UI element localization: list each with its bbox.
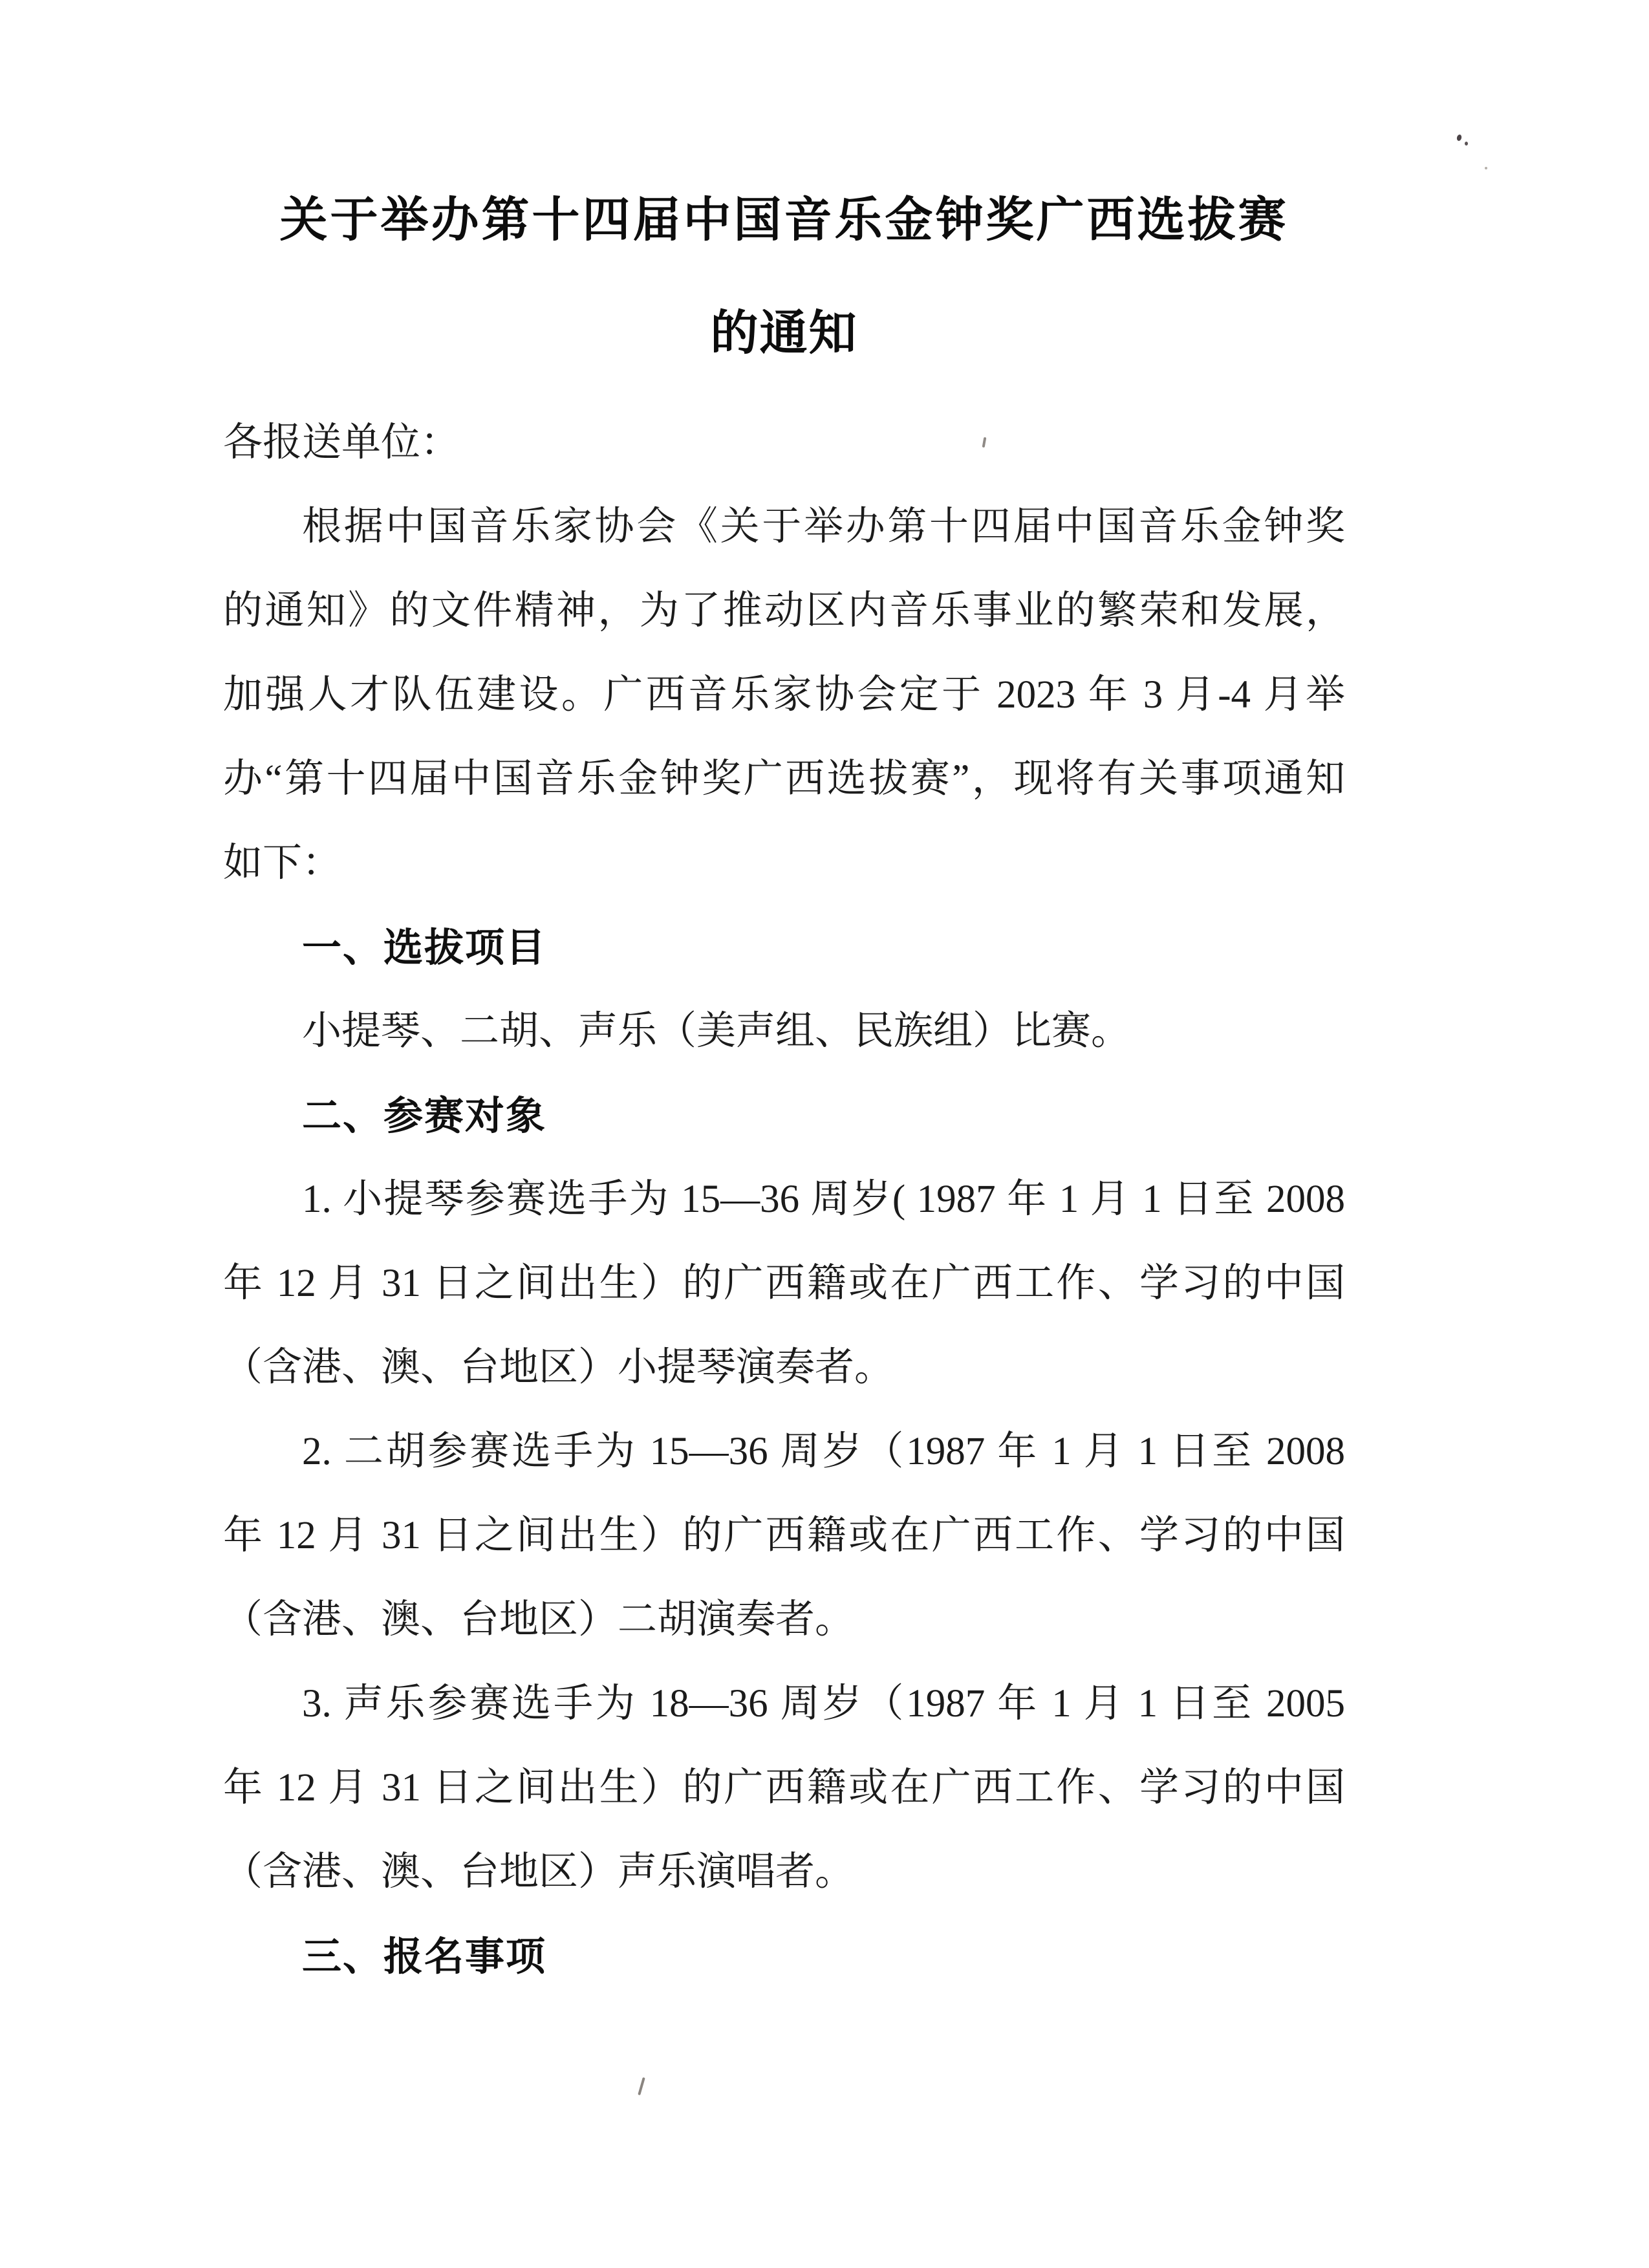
section-2-item-2-line-1: 2. 二胡参赛选手为 15—36 周岁（1987 年 1 月 1 日至 2008 [302, 1430, 1345, 1473]
section-2-item-3-line-2: 年 12 月 31 日之间出生）的广西籍或在广西工作、学习的中国 [223, 1766, 1345, 1809]
intro-line-3: 加强人才队伍建设。广西音乐家协会定于 2023 年 3 月-4 月举 [223, 673, 1345, 717]
section-2-item-2-line-3: （含港、澳、台地区）二胡演奏者。 [223, 1598, 855, 1641]
section-3-heading: 三、报名事项 [302, 1934, 547, 1978]
section-2-item-3-line-1: 3. 声乐参赛选手为 18—36 周岁（1987 年 1 月 1 日至 2005 [302, 1682, 1345, 1725]
section-2-heading: 二、参赛对象 [302, 1094, 547, 1138]
section-2-item-3-line-3: （含港、澳、台地区）声乐演唱者。 [223, 1850, 855, 1894]
scan-speckle [1485, 167, 1487, 169]
scan-speckle [1456, 134, 1462, 141]
section-1-body: 小提琴、二胡、声乐（美声组、民族组）比赛。 [302, 1010, 1131, 1053]
section-2-item-1-line-2: 年 12 月 31 日之间出生）的广西籍或在广西工作、学习的中国 [223, 1262, 1345, 1305]
scan-speckle [638, 2077, 645, 2095]
intro-line-4: 办“第十四届中国音乐金钟奖广西选拔赛”，现将有关事项通知 [223, 757, 1345, 801]
intro-line-5: 如下： [223, 841, 342, 885]
section-1-heading: 一、选拔项目 [302, 925, 547, 969]
document-content [223, 0, 1345, 1998]
section-2-item-2-line-2: 年 12 月 31 日之间出生）的广西籍或在广西工作、学习的中国 [223, 1514, 1345, 1557]
salutation: 各报送单位： [223, 421, 460, 464]
document-title-line-2: 的通知 [710, 306, 858, 360]
document-body [223, 401, 1345, 1998]
section-2-item-1-line-3: （含港、澳、台地区）小提琴演奏者。 [223, 1346, 894, 1389]
intro-line-2: 的通知》的文件精神，为了推动区内音乐事业的繁荣和发展， [223, 589, 1345, 632]
intro-line-1: 根据中国音乐家协会《关于举办第十四届中国音乐金钟奖 [302, 505, 1345, 548]
document-title-line-1: 关于举办第十四届中国音乐金钟奖广西选拔赛 [279, 193, 1289, 246]
section-2-item-1-line-1: 1. 小提琴参赛选手为 15—36 周岁( 1987 年 1 月 1 日至 2008 [302, 1178, 1345, 1221]
scan-speckle [1465, 142, 1468, 146]
